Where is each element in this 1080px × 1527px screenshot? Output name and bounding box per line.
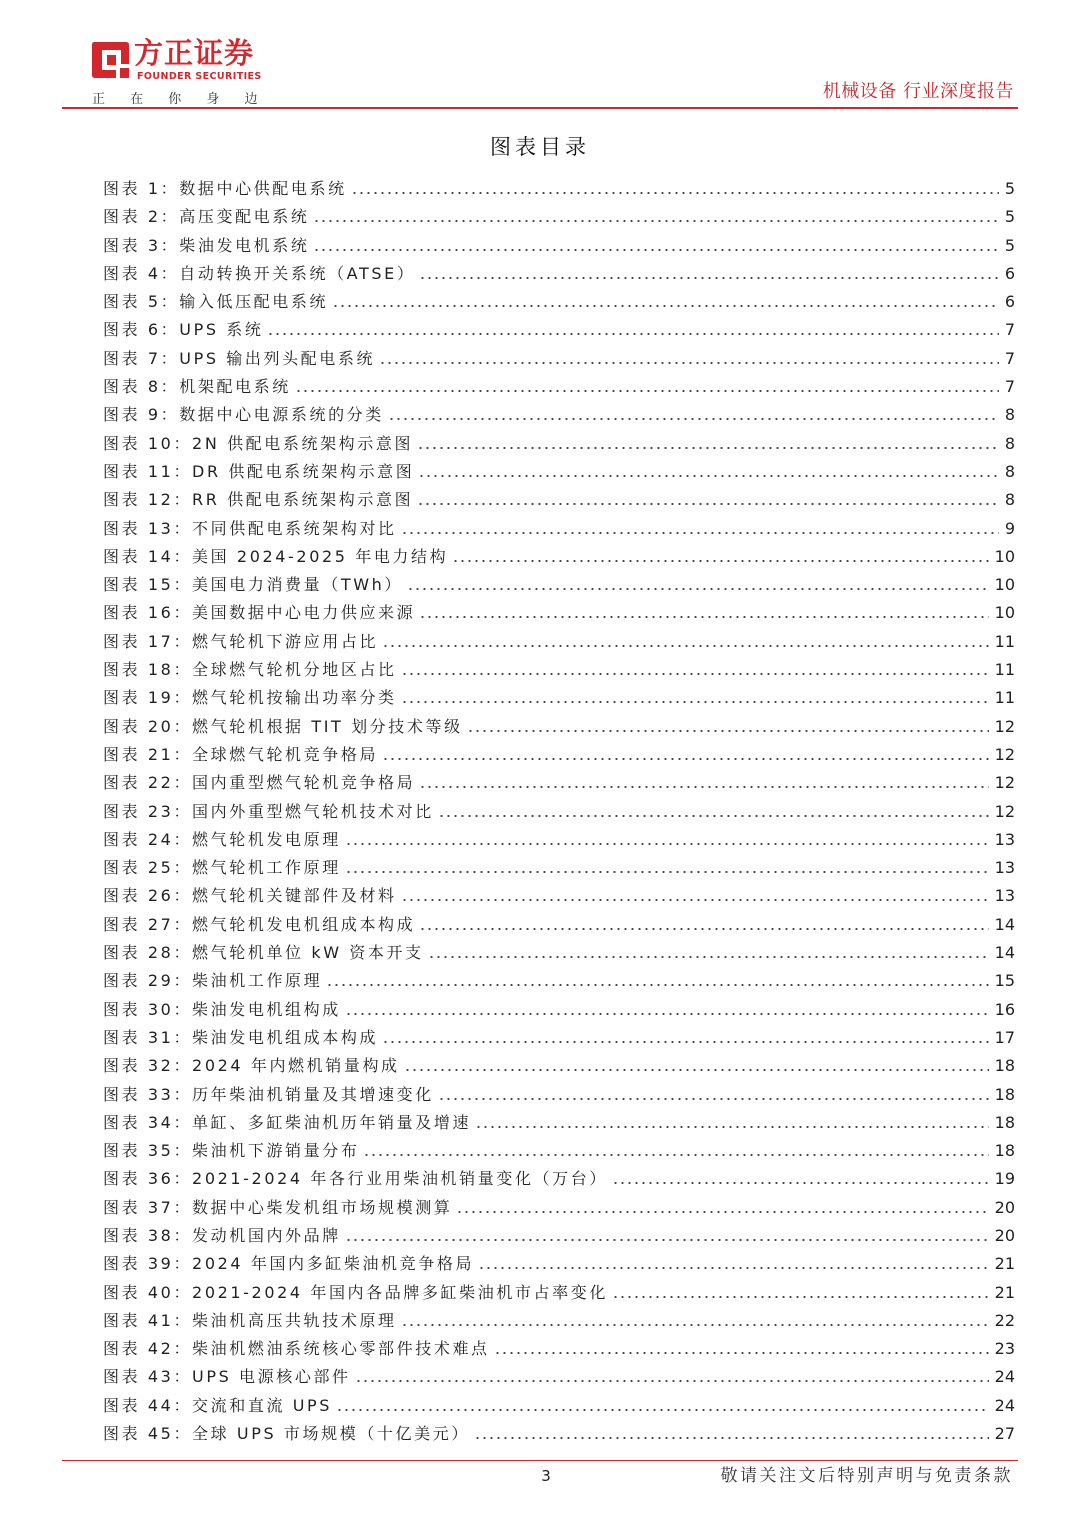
toc-entry-page: 23: [994, 1339, 1015, 1359]
toc-entry[interactable]: [103, 967, 1015, 995]
dot-leader: [452, 560, 988, 562]
toc-entry-page: 18: [994, 1084, 1015, 1104]
toc-entry[interactable]: [103, 345, 1015, 373]
toc-entry[interactable]: [103, 1279, 1015, 1307]
toc-entry-page: 11: [994, 631, 1015, 651]
toc-entry[interactable]: [103, 599, 1015, 627]
toc-entry-label: 图表 5：: [103, 292, 180, 312]
toc-entry[interactable]: [103, 684, 1015, 712]
toc-entry-page: 12: [994, 773, 1015, 793]
dot-leader: [419, 786, 988, 788]
toc-entry-title: DR 供配电系统架构示意图: [192, 461, 415, 481]
dot-leader: [428, 956, 989, 958]
toc-entry-title: RR 供配电系统架构示意图: [192, 490, 414, 510]
toc-entry-label: 图表 16：: [103, 603, 193, 623]
toc-entry-label: 图表 39：: [103, 1254, 193, 1274]
toc-entry-page: 13: [994, 829, 1015, 849]
toc-entry-title: 机架配电系统: [179, 377, 291, 397]
toc-entry-page: 27: [994, 1424, 1015, 1444]
dot-leader: [456, 1211, 988, 1213]
toc-entry[interactable]: [103, 1363, 1015, 1391]
toc-entry-page: 15: [994, 971, 1015, 991]
toc-entry-label: 图表 36：: [103, 1169, 193, 1189]
toc-entry-page: 10: [994, 603, 1015, 623]
toc-entry-title: 2024 年内燃机销量构成: [192, 1056, 400, 1076]
dot-leader: [401, 532, 999, 534]
toc-entry-title: 历年柴油机销量及其增速变化: [192, 1084, 434, 1104]
toc-entry-label: 图表 17：: [103, 631, 193, 651]
dot-leader: [474, 1437, 989, 1439]
toc-entry-title: 燃气轮机工作原理: [192, 858, 341, 878]
toc-entry-title: 高压变配电系统: [179, 207, 310, 227]
toc-entry-page: 24: [994, 1395, 1015, 1415]
toc-entry-page: 20: [994, 1197, 1015, 1217]
toc-entry-page: 7: [1004, 348, 1015, 368]
toc-entry-title: 单缸、多缸柴油机历年销量及增速: [192, 1112, 472, 1132]
toc-entry-label: 图表 45：: [103, 1424, 193, 1444]
toc-entry-page: 17: [994, 1027, 1015, 1047]
toc-entry-page: 8: [1004, 490, 1015, 510]
brand-name-en: FOUNDER SECURITIES: [137, 71, 262, 82]
toc-entry[interactable]: [103, 1081, 1015, 1109]
toc-entry-page: 5: [1004, 235, 1015, 255]
dot-leader: [475, 1126, 989, 1128]
toc-entry[interactable]: [103, 882, 1015, 910]
dot-leader: [295, 390, 999, 392]
report-type: 机械设备 行业深度报告: [822, 81, 1014, 102]
toc-entry-title: 美国电力消费量（TWh）: [192, 575, 403, 595]
toc-entry-title: 输入低压配电系统: [179, 292, 329, 312]
toc-entry-label: 图表 37：: [103, 1197, 193, 1217]
toc-entry-title: 全球 UPS 市场规模（十亿美元）: [192, 1424, 470, 1444]
dot-leader: [467, 730, 989, 732]
toc-entry[interactable]: [103, 401, 1015, 429]
toc-entry-label: 图表 38：: [103, 1225, 193, 1245]
toc-entry-page: 6: [1004, 292, 1015, 312]
toc-entry-label: 图表 30：: [103, 999, 193, 1019]
toc-entry-title: 2N 供配电系统架构示意图: [192, 433, 414, 453]
toc-entry-title: 数据中心柴发机组市场规模测算: [192, 1197, 453, 1217]
disclaimer-link[interactable]: 敬请关注文后特别声明与免责条款: [720, 1466, 1013, 1486]
dot-leader: [326, 984, 988, 986]
toc-entry-title: 发动机国内外品牌: [192, 1225, 341, 1245]
dot-leader: [313, 220, 998, 222]
toc-entry[interactable]: [103, 1250, 1015, 1278]
toc-entry-page: 12: [994, 716, 1015, 736]
toc-entry-title: 柴油发电机系统: [179, 235, 310, 255]
toc-entry-page: 13: [994, 886, 1015, 906]
toc-entry[interactable]: [103, 430, 1015, 458]
toc-entry-page: 22: [994, 1310, 1015, 1330]
toc-entry-page: 16: [994, 999, 1015, 1019]
toc-entry-title: 美国数据中心电力供应来源: [192, 603, 416, 623]
toc-entry[interactable]: [103, 1392, 1015, 1420]
dot-leader: [382, 645, 989, 647]
toc-entry[interactable]: [103, 486, 1015, 514]
toc-entry-page: 21: [994, 1254, 1015, 1274]
toc-entry-label: 图表 21：: [103, 744, 193, 764]
toc-entry-label: 图表 7：: [103, 348, 180, 368]
toc-entry[interactable]: [103, 628, 1015, 656]
toc-entry-label: 图表 41：: [103, 1310, 193, 1330]
dot-leader: [418, 475, 998, 477]
toc-entry[interactable]: [103, 571, 1015, 599]
toc-entry-label: 图表 12：: [103, 490, 193, 510]
toc-entry-label: 图表 11：: [103, 461, 193, 481]
toc-entry-label: 图表 33：: [103, 1084, 193, 1104]
toc-entry-page: 18: [994, 1112, 1015, 1132]
dot-leader: [401, 673, 989, 675]
page-title: 图表目录: [490, 135, 590, 159]
toc-entry-label: 图表 25：: [103, 858, 193, 878]
toc-entry-page: 7: [1004, 320, 1015, 340]
brand-name: 方正证券: [134, 36, 255, 70]
dot-leader: [612, 1296, 989, 1298]
toc-entry[interactable]: [103, 458, 1015, 486]
toc-entry[interactable]: [103, 175, 1015, 203]
toc-entry-label: 图表 23：: [103, 801, 193, 821]
toc-entry-title: 柴油机工作原理: [192, 971, 323, 991]
toc-entry[interactable]: [103, 232, 1015, 260]
toc-entry-page: 18: [994, 1056, 1015, 1076]
toc-entry-page: 14: [994, 943, 1015, 963]
toc-entry-title: UPS 输出列头配电系统: [179, 348, 376, 368]
toc-entry-label: 图表 3：: [103, 235, 180, 255]
toc-entry-label: 图表 22：: [103, 773, 193, 793]
toc-entry-label: 图表 19：: [103, 688, 193, 708]
toc-entry[interactable]: [103, 741, 1015, 769]
dot-leader: [336, 1409, 989, 1411]
dot-leader: [363, 1154, 988, 1156]
brand-slogan: 正 在 你 身 边: [92, 92, 269, 107]
toc-entry-label: 图表 10：: [103, 433, 193, 453]
toc-entry-page: 14: [994, 914, 1015, 934]
toc-entry-title: 数据中心电源系统的分类: [179, 405, 384, 425]
toc-entry-label: 图表 15：: [103, 575, 193, 595]
toc-entry-title: 全球燃气轮机竞争格局: [192, 744, 379, 764]
toc-entry-page: 19: [994, 1169, 1015, 1189]
toc-entry-page: 21: [994, 1282, 1015, 1302]
header-divider: [62, 107, 1018, 109]
toc-entry-title: 2024 年国内多缸柴油机竞争格局: [192, 1254, 475, 1274]
toc-entry-label: 图表 2：: [103, 207, 180, 227]
toc-entry[interactable]: [103, 1420, 1015, 1448]
toc-entry-page: 6: [1004, 263, 1015, 283]
dot-leader: [417, 447, 999, 449]
toc-entry[interactable]: [103, 260, 1015, 288]
toc-entry[interactable]: [103, 798, 1015, 826]
toc-entry-page: 10: [994, 575, 1015, 595]
toc-entry-page: 8: [1004, 405, 1015, 425]
toc-entry[interactable]: [103, 1194, 1015, 1222]
toc-entry-label: 图表 44：: [103, 1395, 193, 1415]
toc-entry-title: 燃气轮机发电原理: [192, 829, 341, 849]
toc-entry-label: 图表 32：: [103, 1056, 193, 1076]
toc-entry-title: 燃气轮机按输出功率分类: [192, 688, 397, 708]
toc-entry-title: 国内重型燃气轮机竞争格局: [192, 773, 416, 793]
toc-entry-label: 图表 6：: [103, 320, 180, 340]
toc-entry-label: 图表 18：: [103, 660, 193, 680]
toc-entry-page: 8: [1004, 461, 1015, 481]
toc-entry-label: 图表 4：: [103, 263, 180, 283]
dot-leader: [478, 1267, 989, 1269]
toc-entry[interactable]: [103, 1052, 1015, 1080]
dot-leader: [345, 871, 989, 873]
toc-entry[interactable]: [103, 543, 1015, 571]
dot-leader: [407, 588, 989, 590]
toc-entry[interactable]: [103, 1137, 1015, 1165]
dot-leader: [355, 1380, 989, 1382]
dot-leader: [267, 333, 998, 335]
dot-leader: [388, 418, 999, 420]
dot-leader: [438, 1098, 989, 1100]
toc-entry-title: 自动转换开关系统（ATSE）: [179, 263, 416, 283]
toc-entry-label: 图表 28：: [103, 943, 193, 963]
toc-entry-title: 国内外重型燃气轮机技术对比: [192, 801, 434, 821]
dot-leader: [417, 503, 999, 505]
toc-entry-page: 11: [994, 688, 1015, 708]
founder-logo-icon: [88, 38, 132, 82]
toc-entry-page: 9: [1004, 518, 1015, 538]
page-number: 3: [541, 1467, 551, 1485]
toc-entry-title: 柴油发电机组成本构成: [192, 1027, 379, 1047]
dot-leader: [379, 362, 999, 364]
toc-entry-title: 燃气轮机下游应用占比: [192, 631, 379, 651]
toc-entry-title: 全球燃气轮机分地区占比: [192, 660, 397, 680]
toc-entry[interactable]: [103, 854, 1015, 882]
toc-entry-label: 图表 29：: [103, 971, 193, 991]
toc-entry[interactable]: [103, 316, 1015, 344]
toc-entry-title: 燃气轮机单位 kW 资本开支: [192, 943, 424, 963]
toc-entry[interactable]: [103, 1109, 1015, 1137]
toc-entry-title: 燃气轮机根据 TIT 划分技术等级: [192, 716, 463, 736]
toc-entry-label: 图表 20：: [103, 716, 193, 736]
toc-entry-title: 2021-2024 年各行业用柴油机销量变化（万台）: [192, 1169, 608, 1189]
toc-entry-label: 图表 31：: [103, 1027, 193, 1047]
toc-entry-label: 图表 26：: [103, 886, 193, 906]
toc-entry-title: UPS 电源核心部件: [192, 1367, 351, 1387]
toc-entry-page: 24: [994, 1367, 1015, 1387]
toc-entry[interactable]: [103, 769, 1015, 797]
toc-entry-title: 交流和直流 UPS: [192, 1395, 333, 1415]
toc-entry-page: 18: [994, 1141, 1015, 1161]
toc-entry-page: 13: [994, 858, 1015, 878]
dot-leader: [419, 928, 988, 930]
toc-entry[interactable]: [103, 713, 1015, 741]
dot-leader: [345, 1239, 989, 1241]
toc-entry[interactable]: [103, 826, 1015, 854]
toc-entry-page: 8: [1004, 433, 1015, 453]
toc-entry-title: 柴油机燃油系统核心零部件技术难点: [192, 1339, 490, 1359]
dot-leader: [404, 1069, 989, 1071]
toc-entry-title: 燃气轮机发电机组成本构成: [192, 914, 416, 934]
toc-entry[interactable]: [103, 656, 1015, 684]
dot-leader: [382, 758, 989, 760]
dot-leader: [345, 843, 989, 845]
toc-entry-title: UPS 系统: [179, 320, 264, 340]
toc-entry-title: 不同供配电系统架构对比: [192, 518, 397, 538]
toc-entry[interactable]: [103, 1165, 1015, 1193]
toc-entry[interactable]: [103, 288, 1015, 316]
dot-leader: [438, 815, 989, 817]
footer-divider: [62, 1460, 1018, 1461]
toc-entry-label: 图表 35：: [103, 1141, 193, 1161]
toc-entry[interactable]: [103, 939, 1015, 967]
toc-entry-label: 图表 40：: [103, 1282, 193, 1302]
dot-leader: [351, 192, 999, 194]
toc-entry-title: 数据中心供配电系统: [179, 179, 347, 198]
toc-entry-label: 图表 43：: [103, 1367, 193, 1387]
dot-leader: [612, 1182, 989, 1184]
toc-entry-page: 11: [994, 660, 1015, 680]
dot-leader: [401, 701, 989, 703]
toc-entry[interactable]: [103, 515, 1015, 543]
toc-entry-title: 柴油机高压共轨技术原理: [192, 1310, 397, 1330]
toc-entry-title: 2021-2024 年国内各品牌多缸柴油机市占率变化: [192, 1282, 608, 1302]
toc-entry[interactable]: [103, 373, 1015, 401]
toc-entry[interactable]: [103, 1307, 1015, 1335]
toc-entry[interactable]: [103, 1024, 1015, 1052]
toc-entry-page: 10: [994, 546, 1015, 566]
toc-entry-title: 美国 2024-2025 年电力结构: [192, 546, 449, 566]
toc-entry-label: 图表 13：: [103, 518, 193, 538]
toc-entry-page: 5: [1004, 207, 1015, 227]
dot-leader: [401, 1324, 989, 1326]
toc-entry-page: 20: [994, 1225, 1015, 1245]
toc-entry-title: 燃气轮机关键部件及材料: [192, 886, 397, 906]
toc-entry-label: 图表 24：: [103, 829, 193, 849]
toc-entry[interactable]: [103, 1222, 1015, 1250]
dot-leader: [382, 1041, 989, 1043]
toc-entry[interactable]: [103, 996, 1015, 1024]
dot-leader: [494, 1352, 989, 1354]
toc-entry-title: 柴油机下游销量分布: [192, 1141, 360, 1161]
toc-entry-page: 12: [994, 744, 1015, 764]
toc-entry-page: 7: [1004, 377, 1015, 397]
toc-entry-label: 图表 1：: [103, 179, 180, 198]
toc-entry-page: 12: [994, 801, 1015, 821]
toc-entry[interactable]: [103, 1335, 1015, 1363]
toc-entry-label: 图表 8：: [103, 377, 180, 397]
toc-entry[interactable]: [103, 911, 1015, 939]
dot-leader: [401, 899, 989, 901]
dot-leader: [313, 249, 998, 251]
toc-entry-title: 柴油发电机组构成: [192, 999, 341, 1019]
figure-table-of-contents: [103, 175, 1015, 1448]
dot-leader: [332, 305, 999, 307]
toc-entry-label: 图表 27：: [103, 914, 193, 934]
toc-entry-label: 图表 42：: [103, 1339, 193, 1359]
dot-leader: [419, 616, 988, 618]
toc-entry-label: 图表 34：: [103, 1112, 193, 1132]
toc-entry[interactable]: [103, 203, 1015, 231]
toc-entry-page: 5: [1004, 179, 1015, 198]
toc-entry-label: 图表 9：: [103, 405, 180, 425]
dot-leader: [419, 277, 998, 279]
toc-entry-label: 图表 14：: [103, 546, 193, 566]
dot-leader: [345, 1013, 989, 1015]
